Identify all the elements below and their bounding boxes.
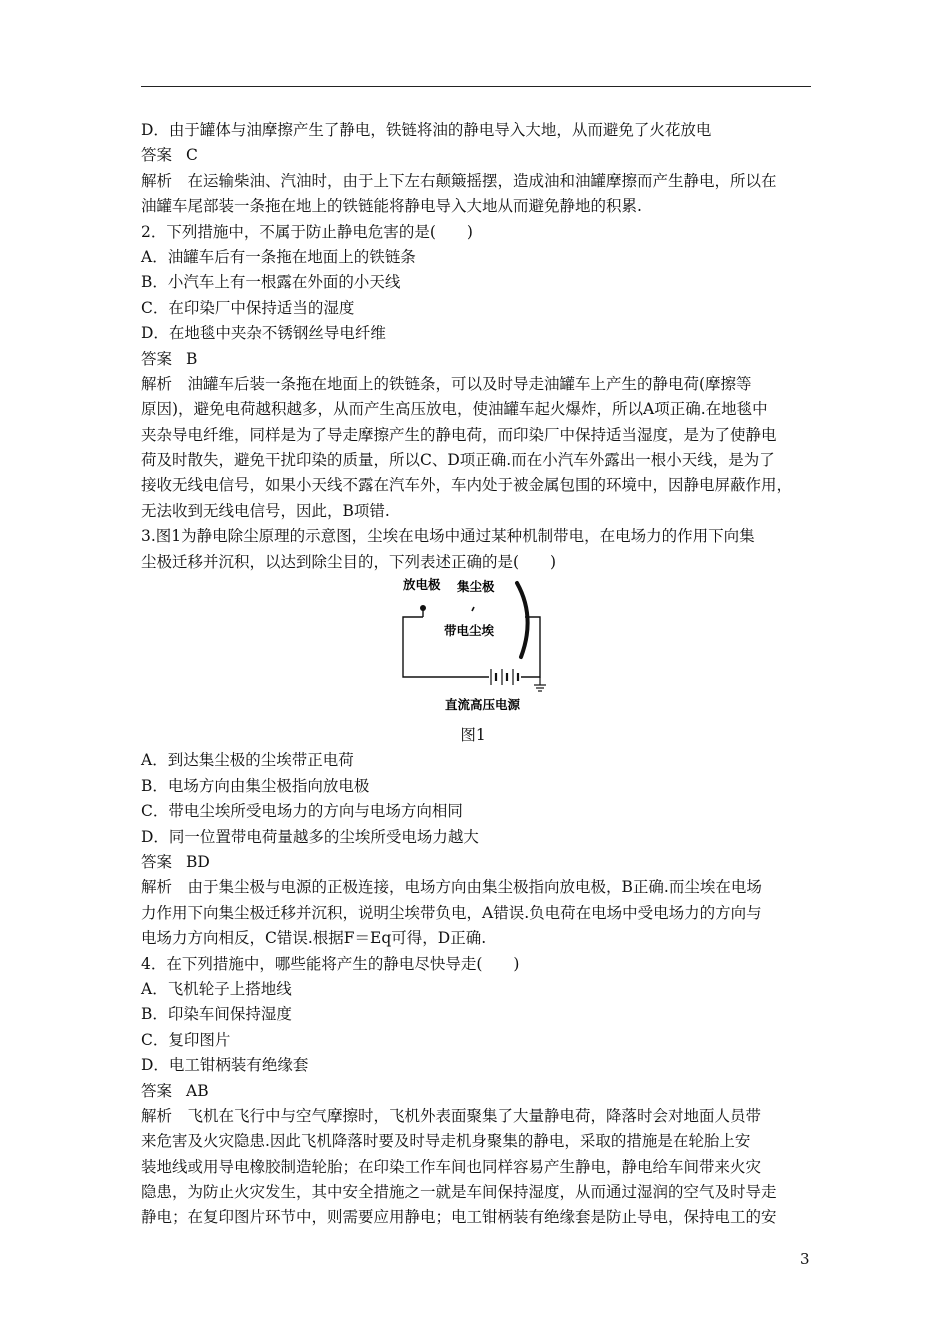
answer-label: 答案 (141, 146, 173, 165)
q3-answer-line (141, 850, 821, 875)
battery-symbol (491, 669, 518, 685)
q1-analysis-line: 油罐车尾部装一条拖在地上的铁链能将静电导入大地从而避免静地的积累. (141, 197, 642, 216)
q1-analysis-line: 解析 在运输柴油、汽油时，由于上下左右颠簸摇摆，造成油和油罐摩擦而产生静电，所以在 (141, 171, 777, 190)
q3-option-b: B．电场方向由集尘极指向放电极 (141, 776, 370, 795)
q2-analysis-line: 解析 油罐车后装一条拖在地面上的铁链条，可以及时导走油罐车上产生的静电荷(摩擦等 (141, 374, 752, 393)
q1-answer-line (141, 143, 821, 168)
figure-caption: 图1 (460, 726, 486, 745)
answer-label: 答案 (141, 852, 173, 871)
q2-answer-line (141, 347, 821, 372)
label-charged-dust: 带电尘埃 (444, 623, 495, 639)
q3-answer: BD (186, 852, 210, 871)
q2-option-a: A．油罐车后有一条拖在地面上的铁链条 (141, 247, 416, 266)
q4-analysis-line: 解析 飞机在飞行中与空气摩擦时，飞机外表面聚集了大量静电荷，降落时会对地面人员带 (141, 1106, 762, 1125)
q4-analysis-line: 隐患，为防止火灾发生，其中安全措施之一就是车间保持湿度，从而通过湿润的空气及时导走 (141, 1183, 777, 1202)
q2-answer: B (186, 349, 198, 368)
q3-analysis-line: 力作用下向集尘极迁移并沉积，说明尘埃带负电，A错误.负电荷在电场中受电场力的方向与 (141, 903, 762, 922)
q3-stem-line: 尘极迁移并沉积，以达到除尘目的，下列表述正确的是( ) (141, 552, 557, 571)
q4-answer: AB (186, 1081, 209, 1100)
q4-answer-line (141, 1079, 821, 1104)
q4-analysis-line: 静电；在复印图片环节中，则需要应用静电；电工钳柄装有绝缘套是防止导电，保持电工的安 (141, 1208, 777, 1227)
q2-analysis-line: 接收无线电信号，如果小天线不露在汽车外，车内处于被金属包围的环境中，因静电屏蔽作用， (141, 476, 793, 495)
precipitator-diagram (393, 575, 553, 721)
q3-analysis-line: 解析 由于集尘极与电源的正极连接，电场方向由集尘极指向放电极，B正确.而尘埃在电场 (141, 878, 762, 897)
q4-option-c: C．复印图片 (141, 1030, 231, 1049)
collector-electrode-arc (517, 583, 528, 657)
q2-stem: 2．下列措施中，不属于防止静电危害的是( ) (141, 222, 473, 241)
ground-symbol (534, 677, 546, 691)
q2-analysis-line: 原因)，避免电荷越积越多，从而产生高压放电，使油罐车起火爆炸，所以A项正确.在地毯中 (141, 400, 768, 419)
q3-analysis-line: 电场力方向相反，C错误.根据F＝Eq可得，D正确. (141, 929, 487, 948)
q4-analysis-line: 装地线或用导电橡胶制造轮胎；在印染工作车间也同样容易产生静电，静电给车间带来火灾 (141, 1157, 762, 1176)
q4-option-a: A．飞机轮子上搭地线 (141, 979, 292, 998)
q1-option-d: D．由于罐体与油摩擦产生了静电，铁链将油的静电导入大地，从而避免了火花放电 (141, 121, 712, 139)
q2-option-d: D．在地毯中夹杂不锈钢丝导电纤维 (141, 324, 386, 343)
label-collector-electrode: 集尘极 (457, 579, 495, 595)
label-discharge-electrode: 放电极 (403, 577, 441, 593)
q2-analysis-line: 夹杂导电纤维，同样是为了导走摩擦产生的静电荷，而印染厂中保持适当湿度，是为了使静电 (141, 425, 777, 444)
page-number: 3 (800, 1250, 810, 1268)
q2-option-c: C．在印染厂中保持适当的湿度 (141, 298, 355, 317)
page-content (141, 118, 821, 1231)
q4-option-d: D．电工钳柄装有绝缘套 (141, 1056, 309, 1075)
q3-stem-line: 3.图1为静电除尘原理的示意图，尘埃在电场中通过某种机制带电，在电场力的作用下向集 (141, 527, 755, 546)
q4-analysis-line: 来危害及火灾隐患.因此飞机降落时要及时导走机身聚集的静电，采取的措施是在轮胎上安 (141, 1132, 751, 1151)
discharge-electrode-dot (420, 605, 426, 611)
q1-answer: C (186, 146, 198, 165)
q2-option-b: B．小汽车上有一根露在外面的小天线 (141, 273, 401, 292)
q2-analysis-line: 荷及时散失，避免干扰印染的质量，所以C、D项正确.而在小汽车外露出一根小天线，是为了 (141, 451, 775, 470)
answer-label: 答案 (141, 1081, 173, 1100)
dust-particle (472, 607, 474, 611)
q3-option-c: C．带电尘埃所受电场力的方向与电场方向相同 (141, 802, 463, 821)
label-power-supply: 直流高压电源 (445, 697, 521, 713)
figure-electrostatic-precipitator (141, 575, 821, 723)
q3-option-d: D．同一位置带电荷量越多的尘埃所受电场力越大 (141, 827, 479, 846)
answer-label: 答案 (141, 349, 173, 368)
q3-option-a: A．到达集尘极的尘埃带正电荷 (141, 751, 354, 770)
q2-analysis-line: 无法收到无线电信号，因此，B项错. (141, 501, 390, 520)
q4-option-b: B．印染车间保持湿度 (141, 1005, 292, 1024)
q4-stem: 4．在下列措施中，哪些能将产生的静电尽快导走( ) (141, 954, 520, 973)
header-rule (141, 86, 811, 87)
